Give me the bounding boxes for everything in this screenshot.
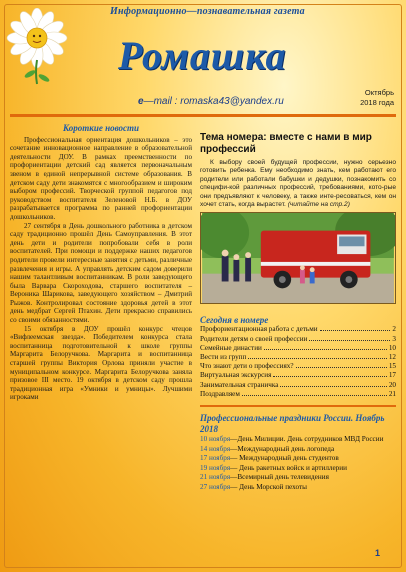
toc-item[interactable]: Семейные династии 10 <box>200 343 396 352</box>
holiday-item: 27 ноября— День Морской пехоты <box>200 483 307 492</box>
email-address: —mail : romaska43@yandex.ru <box>143 96 284 107</box>
feature-body: К выбору своей будущей профессии, нужно серьезно готовить ребенка. Ему необходимо знать, кем работают его родители или работали бабушки и дедушки, познакомить со специфи-кой различных профессий, требованиями, кото-рые они предъявляют к человеку, а также инте-ресоваться, кем он хочет стать, когда вырастет. <box>200 159 396 209</box>
right-column <box>200 132 396 493</box>
feature-continued-link[interactable]: (читайте на стр.2) <box>287 201 350 209</box>
holiday-item: 19 ноября— День ракетных войск и артиллерии <box>200 463 347 472</box>
feature-text <box>200 159 396 209</box>
contact-email[interactable] <box>138 96 284 107</box>
email-prefix: e <box>138 96 144 107</box>
chamomile-logo-icon <box>6 8 68 86</box>
newspaper-subtitle: Информационно—познавательная газета <box>110 6 305 17</box>
holiday-item: 14 ноября—Международный день логопеда <box>200 444 335 453</box>
toc-divider <box>200 405 396 407</box>
toc-list <box>200 325 396 399</box>
short-news-title: Короткие новости <box>63 123 139 133</box>
toc-item[interactable]: Виртуальная экскурсия 17 <box>200 371 396 380</box>
toc-item[interactable]: Родители детям о своей профессии 3 <box>200 334 396 343</box>
holiday-item: 21 ноября—Всемирный день телевидения <box>200 473 329 482</box>
feature-title: Тема номера: вместе с нами в мир профессий <box>200 132 372 155</box>
toc-item[interactable]: Занимательная страничка 20 <box>200 380 396 389</box>
news-paragraph-1: Профессиональная ориентация дошкольников – это сочетание инновационное направление в образовательной деятельности ДОУ. В рамках преемственности по профориентации детский сад является первоначальным звеном в единой непрерывной системе образования. В детском саду дети знакомятся с многообразием и широким выбором профессий. Творческой группой педагогов под руководством воспитателя Зеленовой Н.Б. в ДОУ разрабатывается программа по ранней профориентации дошкольников. <box>10 135 192 221</box>
holiday-item: 10 ноября—День Милиции. День сотрудников МВД России <box>200 435 384 444</box>
news-paragraph-3: 15 октября в ДОУ прошёл конкурс чтецов «Вифлеемская звезда». Победителем конкурса стала воспитанница подготовительной к школе группы Маргарита Белоручкова. Маргарита и воспитанница старшей группы Виктория Орлова приняли участие в муниципальном конкурсе. Маргарита Белоручкова заняла призовое III место. 19 октября в детском саду прошла традиционная игра «Умники и умницы». Лучшими игроками <box>10 324 192 402</box>
fire-truck-photo <box>200 212 396 304</box>
holidays-title: Профессиональные праздники России. Ноябрь 2018 <box>200 413 385 435</box>
short-news-column <box>10 124 192 556</box>
toc-item[interactable]: Поздравляем 21 <box>200 389 396 398</box>
page-number: 1 <box>374 548 380 558</box>
holiday-item: 17 ноября— Международный день студентов <box>200 454 339 463</box>
toc-item[interactable]: Профориентационная работа с детьми 2 <box>200 325 396 334</box>
newspaper-title: Ромашка <box>118 33 287 78</box>
news-paragraph-2: 27 сентября в День дошкольного работника в детском саду традиционно прошёл День Самоуправления. В этот день дети и родители попробовали себя в роли воспитателей. При помощи и поддержке наших педагогов родители провели интересные занятия с детьми, различные развлечения и игры. А управлять детским садом доверили нашим талантливым воспитанникам. В роли заведующего была Варвара Скороходова, старшего воспитателя – Вероника Шарикова, заведующего хозяйством – Дмитрий Рыжов. Контролировал состояние здоровья детей в этот день медбрат Сергей Птахин. Дети прекрасно справились со своими обязанностями. <box>10 221 192 325</box>
issue-year: 2018 года <box>360 98 394 107</box>
toc-item[interactable]: Вести из групп 12 <box>200 353 396 362</box>
toc-title: Сегодня в номере <box>200 315 269 326</box>
issue-month: Октябрь <box>364 88 394 97</box>
header-divider <box>10 114 396 117</box>
holidays-list <box>200 435 396 493</box>
issue-date <box>360 88 394 108</box>
toc-item[interactable]: Что знают дети о профессиях? 15 <box>200 362 396 371</box>
